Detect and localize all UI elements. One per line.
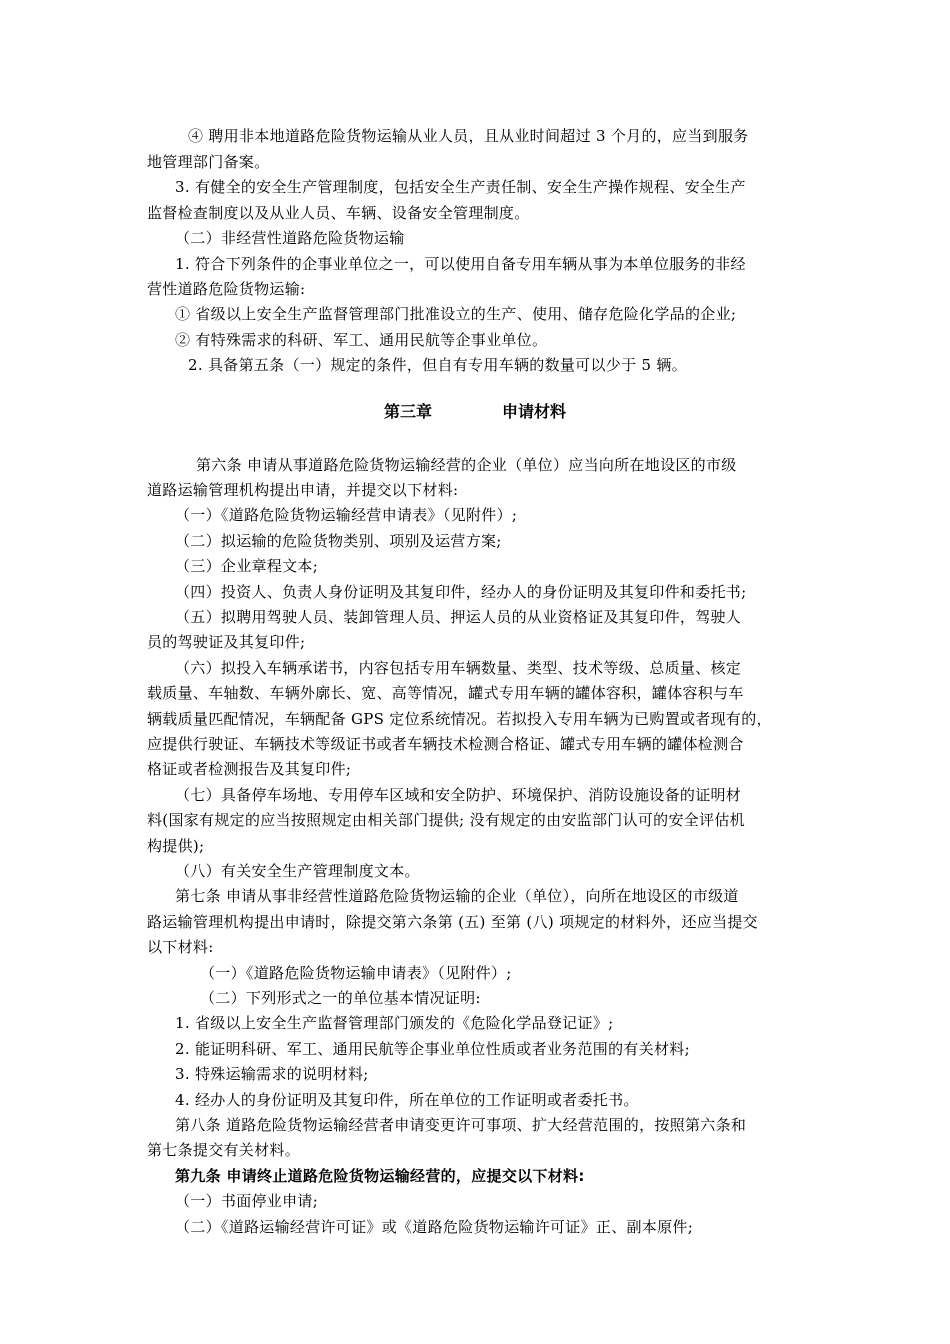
text-line: 地管理部门备案。 bbox=[147, 153, 270, 171]
article-7-line: 3. 特殊运输需求的说明材料; bbox=[175, 1065, 369, 1083]
article-9-line: （二）《道路运输经营许可证》或《道路危险货物运输许可证》正、副本原件; bbox=[175, 1218, 694, 1236]
article-7-line: 以下材料: bbox=[147, 938, 214, 956]
article-8-line: 第八条 道路危险货物运输经营者申请变更许可事项、扩大经营范围的，按照第六条和 bbox=[175, 1116, 747, 1134]
text-line: 1. 符合下列条件的企事业单位之一，可以使用自备专用车辆从事为本单位服务的非经 bbox=[175, 255, 746, 273]
article-6-line: （八）有关安全生产管理制度文本。 bbox=[175, 862, 420, 880]
article-6-line: （一）《道路危险货物运输经营申请表》（见附件）; bbox=[175, 506, 518, 524]
article-7-line: 2. 能证明科研、军工、通用民航等企事业单位性质或者业务范围的有关材料; bbox=[175, 1040, 690, 1058]
article-6-line: 载质量、车轴数、车辆外廓长、宽、高等情况，罐式专用车辆的罐体容积，罐体容积与车 bbox=[147, 684, 744, 702]
article-6-line: （五）拟聘用驾驶人员、装卸管理人员、押运人员的从业资格证及其复印件，驾驶人 bbox=[175, 608, 742, 626]
article-6-line: 格证或者检测报告及其复印件; bbox=[147, 760, 352, 778]
text-line: 3. 有健全的安全生产管理制度，包括安全生产责任制、安全生产操作规程、安全生产 bbox=[175, 178, 746, 196]
article-6-line: （七）具备停车场地、专用停车区域和安全防护、环境保护、消防设施设备的证明材 bbox=[175, 786, 742, 804]
article-9-line: （一）书面停业申请; bbox=[175, 1192, 319, 1210]
article-6-line: （六）拟投入车辆承诺书，内容包括专用车辆数量、类型、技术等级、总质量、核定 bbox=[175, 659, 742, 677]
article-6-line: 第六条 申请从事道路危险货物运输经营的企业（单位）应当向所在地设区的市级 bbox=[196, 456, 737, 474]
text-line: 2. 具备第五条（一）规定的条件，但自有专用车辆的数量可以少于 5 辆。 bbox=[188, 356, 687, 374]
text-line: （二）非经营性道路危险货物运输 bbox=[175, 229, 405, 247]
article-7-line: 路运输管理机构提出申请时，除提交第六条第 (五) 至第 (八) 项规定的材料外，还应当提交 bbox=[147, 913, 758, 931]
article-6-line: 道路运输管理机构提出申请，并提交以下材料: bbox=[147, 481, 459, 499]
article-7-line: （一）《道路危险货物运输申请表》（见附件）; bbox=[200, 964, 512, 982]
article-6-line: 应提供行驶证、车辆技术等级证书或者车辆技术检测合格证、罐式专用车辆的罐体检测合 bbox=[147, 735, 744, 753]
article-7-line: （二）下列形式之一的单位基本情况证明: bbox=[200, 989, 481, 1007]
article-9-heading: 第九条 申请终止道路危险货物运输经营的，应提交以下材料: bbox=[175, 1167, 585, 1185]
article-6-line: 员的驾驶证及其复印件; bbox=[147, 633, 306, 651]
text-line: ① 省级以上安全生产监督管理部门批准设立的生产、使用、储存危险化学品的企业; bbox=[175, 305, 737, 323]
article-6-line: 料(国家有规定的应当按照规定由相关部门提供; 没有规定的由安监部门认可的安全评估机 bbox=[147, 811, 745, 829]
text-line: ④ 聘用非本地道路危险货物运输从业人员，且从业时间超过 3 个月的，应当到服务 bbox=[188, 127, 749, 145]
article-7-line: 第七条 申请从事非经营性道路危险货物运输的企业（单位），向所在地设区的市级道 bbox=[175, 887, 739, 905]
article-6-line: （二）拟运输的危险货物类别、项别及运营方案; bbox=[175, 532, 502, 550]
chapter-heading bbox=[0, 400, 950, 424]
chapter-number: 第三章 bbox=[383, 402, 432, 421]
text-line: ② 有特殊需求的科研、军工、通用民航等企事业单位。 bbox=[175, 331, 548, 349]
chapter-title: 申请材料 bbox=[502, 402, 567, 421]
article-6-line: 辆载质量匹配情况，车辆配备 GPS 定位系统情况。若拟投入专用车辆为已购置或者现有的， bbox=[147, 710, 772, 728]
article-6-line: （四）投资人、负责人身份证明及其复印件，经办人的身份证明及其复印件和委托书; bbox=[175, 583, 747, 601]
article-6-line: （三）企业章程文本; bbox=[175, 557, 319, 575]
text-line: 监督检查制度以及从业人员、车辆、设备安全管理制度。 bbox=[147, 204, 530, 222]
article-7-line: 1. 省级以上安全生产监督管理部门颁发的《危险化学品登记证》; bbox=[175, 1014, 614, 1032]
article-8-line: 第七条提交有关材料。 bbox=[147, 1141, 301, 1159]
article-6-line: 构提供); bbox=[147, 837, 205, 855]
article-7-line: 4. 经办人的身份证明及其复印件，所在单位的工作证明或者委托书。 bbox=[175, 1091, 639, 1109]
text-line: 营性道路危险货物运输: bbox=[147, 280, 306, 298]
